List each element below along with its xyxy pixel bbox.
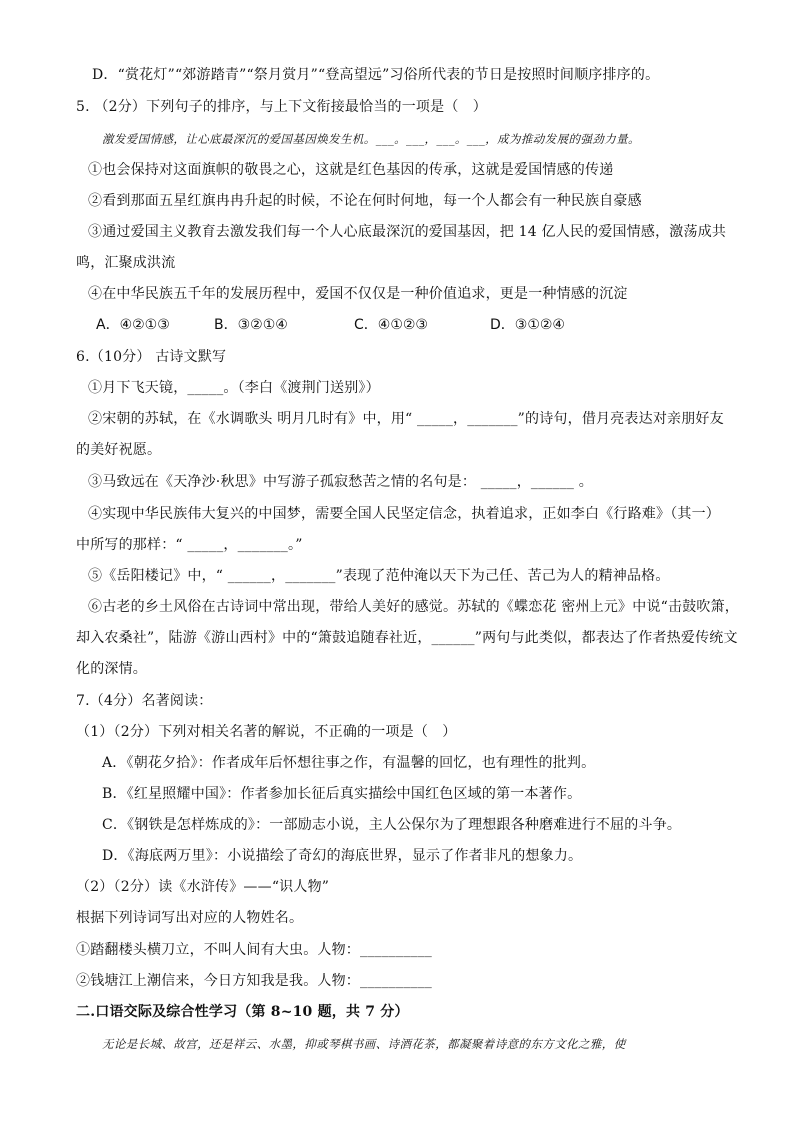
q6-item-6: ⑥古老的乡土风俗在古诗词中常出现，带给人美好的感觉。苏轼的《蝶恋花 密州上元》中说“击鼓吹箫， (88, 599, 740, 615)
q5-option-c: C．④①②③ (354, 317, 428, 333)
q7-part1-option-c: C．《钢铁是怎样炼成的》：一部励志小说，主人公保尔为了理想跟各种磨难进行不屈的斗争。 (102, 817, 682, 833)
q7-part1-option-a: A．《朝花夕拾》：作者成年后怀想往事之作，有温馨的回忆，也有理性的批判。 (102, 755, 596, 771)
q6-item-4-cont: 中所写的那样：“ _____，_______。” (76, 537, 303, 553)
q7-part2-instruction: 根据下列诗词写出对应的人物姓名。 (76, 910, 304, 926)
q6-item-6-cont-2: 化的深情。 (76, 661, 147, 677)
q5-sentence-1: ①也会保持对这面旗帜的敬畏之心，这就是红色基因的传承，这就是爱国情感的传递 (88, 162, 614, 178)
q7-part1-option-b: B．《红星照耀中国》：作者参加长征后真实描绘中国红色区域的第一本著作。 (102, 786, 582, 802)
q7-stem: 7.（4分）名著阅读： (76, 693, 213, 709)
q4-option-d: D．“赏花灯”“郊游踏青”“祭月赏月”“登高望远”习俗所代表的节日是按照时间顺序排序的。 (92, 67, 660, 83)
q5-stem: 5. （2分）下列句子的排序，与上下文衔接最恰当的一项是（ ） (76, 99, 487, 115)
q7-part2-item-1: ①踏翻楼头横刀立，不叫人间有大虫。人物：__________ (76, 942, 432, 958)
section-2-title: 二.口语交际及综合性学习（第 8~10 题，共 7 分） (76, 1004, 409, 1020)
q7-part1-stem: （1）（2分）下列对相关名著的解说，不正确的一项是（ ） (76, 724, 457, 740)
q5-sentence-3: ③通过爱国主义教育去激发我们每一个人心底最深沉的爱国基因，把 14 亿人民的爱国情感，激荡成共 (88, 224, 727, 240)
q5-passage: 激发爱国情感，让心底最深沉的爱国基因焕发生机。___。___，___。___，成为推动发展的强劲力量。 (102, 132, 640, 146)
q6-item-2-cont: 的美好祝愿。 (76, 442, 162, 458)
q5-sentence-2: ②看到那面五星红旗冉冉升起的时候，不论在何时何地，每一个人都会有一种民族自豪感 (88, 193, 642, 209)
q7-part1-option-d: D．《海底两万里》：小说描绘了奇幻的海底世界，显示了作者非凡的想象力。 (102, 848, 583, 864)
q5-sentence-3-cont: 鸣，汇聚成洪流 (76, 255, 176, 271)
q6-item-1: ①月下飞天镜，_____。（李白《渡荆门送别》） (88, 380, 380, 396)
section-2-passage: 无论是长城、故宫，还是祥云、水墨，抑或琴棋书画、诗酒花茶，都凝聚着诗意的东方文化之雅，使 (102, 1037, 626, 1051)
q7-part2-item-2: ②钱塘江上潮信来，今日方知我是我。人物：__________ (76, 973, 432, 989)
q6-item-2: ②宋朝的苏轼，在《水调歌头 明月几时有》中，用“ _____，_______”的诗句，借月亮表达对亲朋好友 (88, 411, 724, 427)
q6-item-5: ⑤《岳阳楼记》中，“ ______，_______”表现了范仲淹以天下为己任、苦己为人的精神品格。 (88, 568, 670, 584)
q6-item-6-cont-1: 却入农桑社”，陆游《游山西村》中的“箫鼓追随春社近，______”两句与此类似，都表达了作者热爱传统文 (76, 630, 738, 646)
q7-part2-stem: （2）（2分）读《水浒传》——“识人物” (76, 879, 330, 895)
q6-item-3: ③马致远在《天净沙·秋思》中写游子孤寂愁苦之情的名句是： _____，______ 。 (88, 474, 593, 490)
q6-item-4: ④实现中华民族伟大复兴的中国梦，需要全国人民坚定信念，执着追求，正如李白《行路难》（其一） (88, 506, 720, 522)
q6-stem: 6.（10分） 古诗文默写 (76, 349, 227, 365)
q5-sentence-4: ④在中华民族五千年的发展历程中，爱国不仅仅是一种价值追求，更是一种情感的沉淀 (88, 286, 628, 302)
q5-option-d: D．③①②④ (490, 317, 565, 333)
q5-option-a: A．④②①③ (96, 317, 170, 333)
q5-option-b: B．③②①④ (214, 317, 288, 333)
